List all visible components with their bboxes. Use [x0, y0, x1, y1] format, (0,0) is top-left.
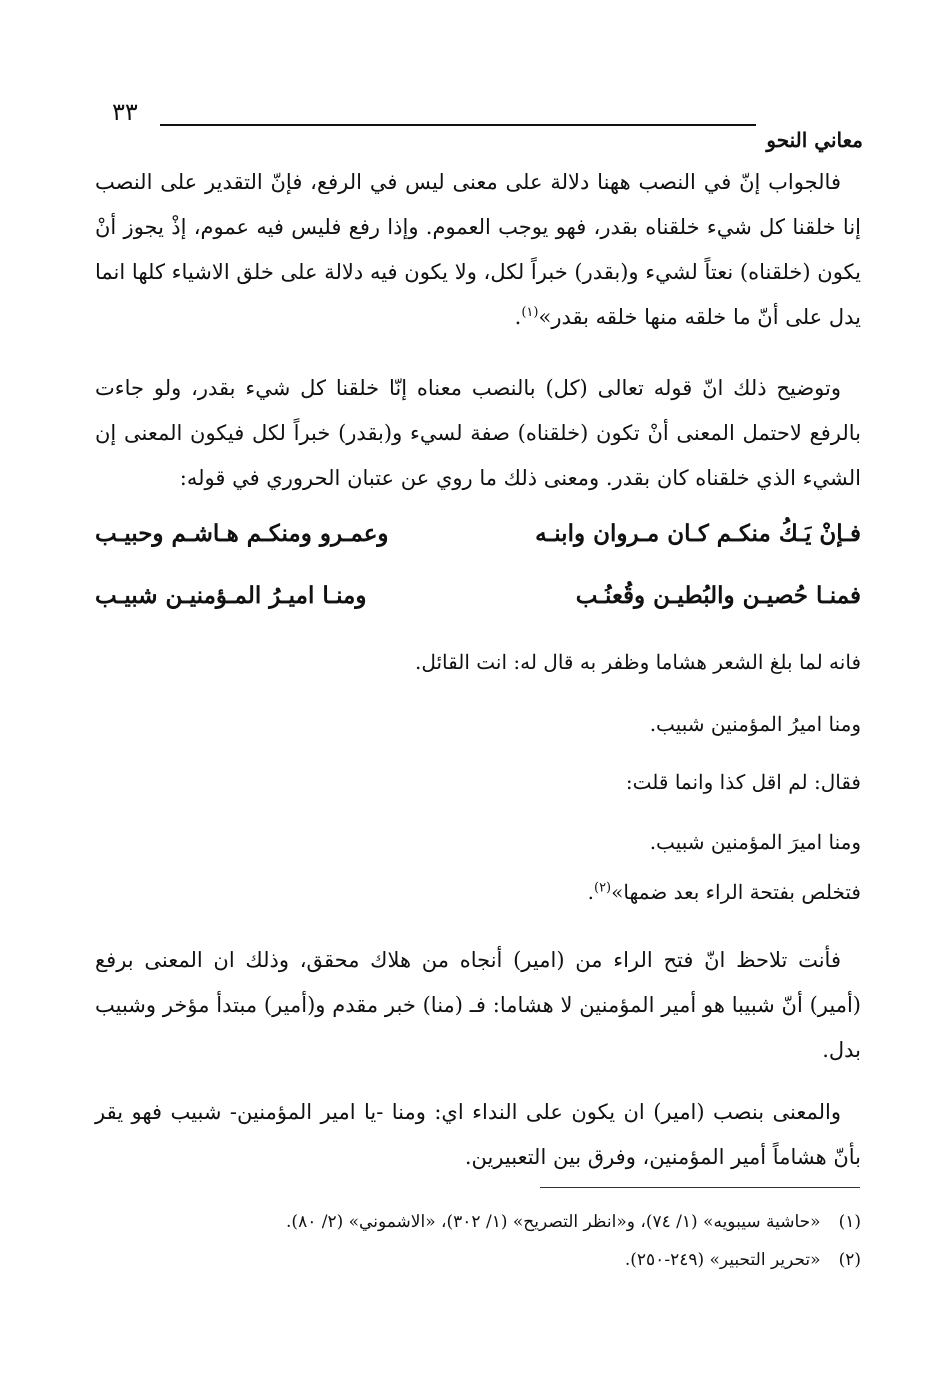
narration-line-3-end: . [587, 880, 594, 904]
verse-2 [95, 582, 861, 627]
footnote-ref-1: (١) [521, 305, 539, 320]
paragraph-1 [95, 160, 861, 340]
footnote-1-text: «حاشية سيبويه» (١/ ٧٤)، و«انظر التصريح» (١/ ٣٠٢)، «الاشموني» (٢/ ٨٠). [286, 1212, 821, 1232]
footnote-1-number: (١) [838, 1212, 861, 1232]
verse-1-second-hemistich: وعمـرو ومنكـم هـاشـم وحبيـب [95, 520, 389, 547]
paragraph-3-text: فأنت تلاحظ انّ فتح الراء من (امير) أنجاه من هلاك محقق، وذلك ان المعنى برفع (أمير) أنّ شبيبا هو أمير المؤمنين لا هشاما: فـ (منا) خبر مقدم و(أمير) مبتدأ مؤخر وشبيب بدل. [95, 948, 861, 1062]
narration-line-3-text: فتخلص بفتحة الراء بعد ضمها» [611, 880, 861, 904]
narration-line-2: فقال: لم اقل كذا وانما قلت: [625, 770, 861, 794]
footnote-1 [286, 1212, 861, 1232]
paragraph-4 [95, 1090, 861, 1180]
footnote-2 [625, 1250, 861, 1270]
footnote-2-text: «تحرير التحبير» (٢٤٩-٢٥٠). [624, 1250, 821, 1270]
quoted-line-2: ومنا اميرَ المؤمنين شبيب. [649, 830, 861, 854]
paragraph-3 [95, 938, 861, 1073]
paragraph-4-text: والمعنى بنصب (امير) ان يكون على النداء اي: ومنا -يا امير المؤمنين- شبيب فهو يقر بأنّ هشاماً أمير المؤمنين، وفرق بين التعبيرين. [95, 1100, 861, 1169]
footnote-ref-2: (٢) [593, 880, 612, 896]
footnote-separator [540, 1187, 860, 1188]
running-header-title: معاني النحو [766, 128, 863, 152]
paragraph-1-text: فالجواب إنّ في النصب ههنا دلالة على معنى ليس في الرفع، فإنّ التقدير على النصب إنا خلقنا كل شيء خلقناه بقدر، فهو يوجب العموم. وإذا رفع فليس فيه عموم، إذْ يجوز أنْ يكون (خلقناه) نعتاً لشيء و(بقدر) خبراً لكل، ولا يكون فيه دلالة على خلق الاشياء كلها انما يدل على أنّ ما خلقه منها خلقه بقدر» [95, 170, 861, 329]
header-rule [160, 124, 756, 126]
footnote-2-number: (٢) [838, 1250, 861, 1270]
paragraph-2 [95, 366, 861, 501]
narration-line-3 [588, 880, 861, 904]
quoted-line-1: ومنا اميرُ المؤمنين شبيب. [649, 712, 861, 736]
paragraph-2-text: وتوضيح ذلك انّ قوله تعالى (كل) بالنصب معناه إنّا خلقنا كل شيء بقدر، ولو جاءت بالرفع لاحتمل المعنى أنْ تكون (خلقناه) صفة لسيء و(بقدر) خبراً لكل فيكون المعنى إن الشيء الذي خلقناه كان بقدر. ومعنى ذلك ما روي عن عتبان الحروري في قوله: [95, 376, 861, 490]
paragraph-1-end: . [514, 305, 522, 329]
verse-1 [95, 520, 861, 565]
verse-1-first-hemistich: فـإنْ يَـكُ منكـم كـان مـروان وابنـه [535, 520, 861, 547]
page-number: ٣٣ [112, 98, 138, 126]
narration-line-1: فانه لما بلغ الشعر هشاما وظفر به قال له: انت القائل. [414, 650, 861, 674]
verse-2-first-hemistich: فمنـا حُصيـن والبُطيـن وقُعنُـب [575, 582, 861, 609]
verse-2-second-hemistich: ومنـا اميـرُ المـؤمنيـن شبيـب [95, 582, 367, 609]
